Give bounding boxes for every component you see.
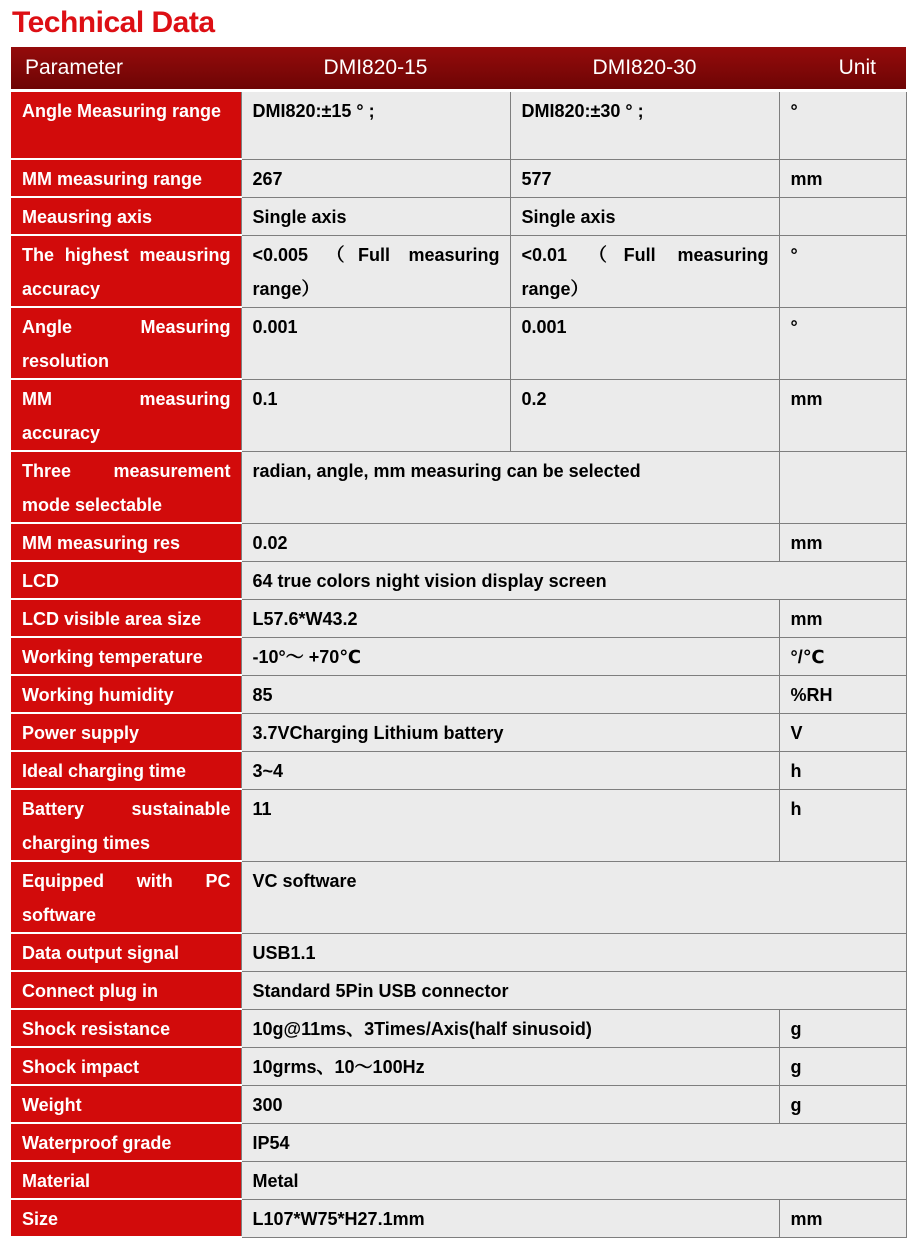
value-both-models: IP54 (241, 1123, 906, 1161)
row-working-temperature (11, 637, 906, 675)
unit-value: V (779, 713, 906, 751)
value-both-models: 10g@11ms、3Times/Axis(half sinusoid) (241, 1009, 779, 1047)
page-title: Technical Data (12, 6, 215, 39)
row-weight (11, 1085, 906, 1123)
param-label: Ideal charging time (11, 751, 241, 789)
param-label: Working temperature (11, 637, 241, 675)
header-unit: Unit (779, 47, 906, 91)
value-both-models: 85 (241, 675, 779, 713)
unit-value (779, 197, 906, 235)
row-battery-charging-times (11, 789, 906, 861)
param-label: MM measuring range (11, 159, 241, 197)
value-dmi820-15: Single axis (241, 197, 510, 235)
unit-value: g (779, 1009, 906, 1047)
param-label: Shock resistance (11, 1009, 241, 1047)
unit-value (779, 451, 906, 523)
param-label: Angle Measuring resolution (11, 307, 241, 379)
row-lcd (11, 561, 906, 599)
row-pc-software (11, 861, 906, 933)
value-both-models: radian, angle, mm measuring can be selected (241, 451, 779, 523)
value-dmi820-15: DMI820:±15 ° ; (241, 91, 510, 160)
value-dmi820-15: 267 (241, 159, 510, 197)
value-dmi820-15: 0.1 (241, 379, 510, 451)
table-header-row (11, 47, 906, 91)
row-ideal-charging-time (11, 751, 906, 789)
unit-value: g (779, 1047, 906, 1085)
row-angle-resolution (11, 307, 906, 379)
unit-value: g (779, 1085, 906, 1123)
value-dmi820-30: Single axis (510, 197, 779, 235)
technical-data-table (11, 47, 907, 1238)
value-both-models: -10°～ +70℃ (241, 637, 779, 675)
row-waterproof-grade (11, 1123, 906, 1161)
param-label: Waterproof grade (11, 1123, 241, 1161)
param-label: Meausring axis (11, 197, 241, 235)
unit-value: mm (779, 379, 906, 451)
value-both-models: USB1.1 (241, 933, 906, 971)
row-mm-measuring-range (11, 159, 906, 197)
value-both-models: 64 true colors night vision display screen (241, 561, 906, 599)
unit-value: mm (779, 1199, 906, 1237)
param-label: Weight (11, 1085, 241, 1123)
value-both-models: L57.6*W43.2 (241, 599, 779, 637)
row-measurement-modes (11, 451, 906, 523)
param-label: Equipped with PC software (11, 861, 241, 933)
param-label: Power supply (11, 713, 241, 751)
unit-value: ° (779, 235, 906, 307)
param-label: The highest meausring accuracy (11, 235, 241, 307)
row-shock-impact (11, 1047, 906, 1085)
param-label: Shock impact (11, 1047, 241, 1085)
param-label: Size (11, 1199, 241, 1237)
unit-value: mm (779, 159, 906, 197)
param-label: Connect plug in (11, 971, 241, 1009)
row-size (11, 1199, 906, 1237)
value-both-models: VC software (241, 861, 906, 933)
param-label: Material (11, 1161, 241, 1199)
value-both-models: 3~4 (241, 751, 779, 789)
param-label: Data output signal (11, 933, 241, 971)
value-both-models: Metal (241, 1161, 906, 1199)
row-measuring-axis (11, 197, 906, 235)
unit-value: mm (779, 599, 906, 637)
unit-value: °/℃ (779, 637, 906, 675)
value-both-models: 3.7VCharging Lithium battery (241, 713, 779, 751)
param-label: Battery sustainable charging times (11, 789, 241, 861)
param-label: Angle Measuring range (11, 91, 241, 160)
row-lcd-visible-area (11, 599, 906, 637)
value-dmi820-30: <0.01 （Full measuring range） (510, 235, 779, 307)
value-dmi820-15: <0.005 （Full measuring range） (241, 235, 510, 307)
value-dmi820-30: DMI820:±30 ° ; (510, 91, 779, 160)
unit-value: mm (779, 523, 906, 561)
value-dmi820-30: 577 (510, 159, 779, 197)
value-dmi820-30: 0.001 (510, 307, 779, 379)
param-label: LCD (11, 561, 241, 599)
row-mm-measuring-res (11, 523, 906, 561)
row-data-output-signal (11, 933, 906, 971)
value-dmi820-30: 0.2 (510, 379, 779, 451)
unit-value: ° (779, 307, 906, 379)
row-power-supply (11, 713, 906, 751)
value-dmi820-15: 0.001 (241, 307, 510, 379)
value-both-models: 300 (241, 1085, 779, 1123)
param-label: LCD visible area size (11, 599, 241, 637)
row-working-humidity (11, 675, 906, 713)
row-angle-measuring-range (11, 91, 906, 160)
param-label: Working humidity (11, 675, 241, 713)
row-connect-plug (11, 971, 906, 1009)
value-both-models: Standard 5Pin USB connector (241, 971, 906, 1009)
param-label: MM measuring res (11, 523, 241, 561)
row-mm-accuracy (11, 379, 906, 451)
unit-value: h (779, 751, 906, 789)
header-dmi820-30: DMI820-30 (510, 47, 779, 91)
row-highest-accuracy (11, 235, 906, 307)
value-both-models: 10grms、10～100Hz (241, 1047, 779, 1085)
param-label: MM measuring accuracy (11, 379, 241, 451)
value-both-models: 11 (241, 789, 779, 861)
value-both-models: L107*W75*H27.1mm (241, 1199, 779, 1237)
header-parameter: Parameter (11, 47, 241, 91)
row-shock-resistance (11, 1009, 906, 1047)
header-dmi820-15: DMI820-15 (241, 47, 510, 91)
value-both-models: 0.02 (241, 523, 779, 561)
unit-value: h (779, 789, 906, 861)
unit-value: ° (779, 91, 906, 160)
row-material (11, 1161, 906, 1199)
unit-value: %RH (779, 675, 906, 713)
param-label: Three measurement mode selectable (11, 451, 241, 523)
